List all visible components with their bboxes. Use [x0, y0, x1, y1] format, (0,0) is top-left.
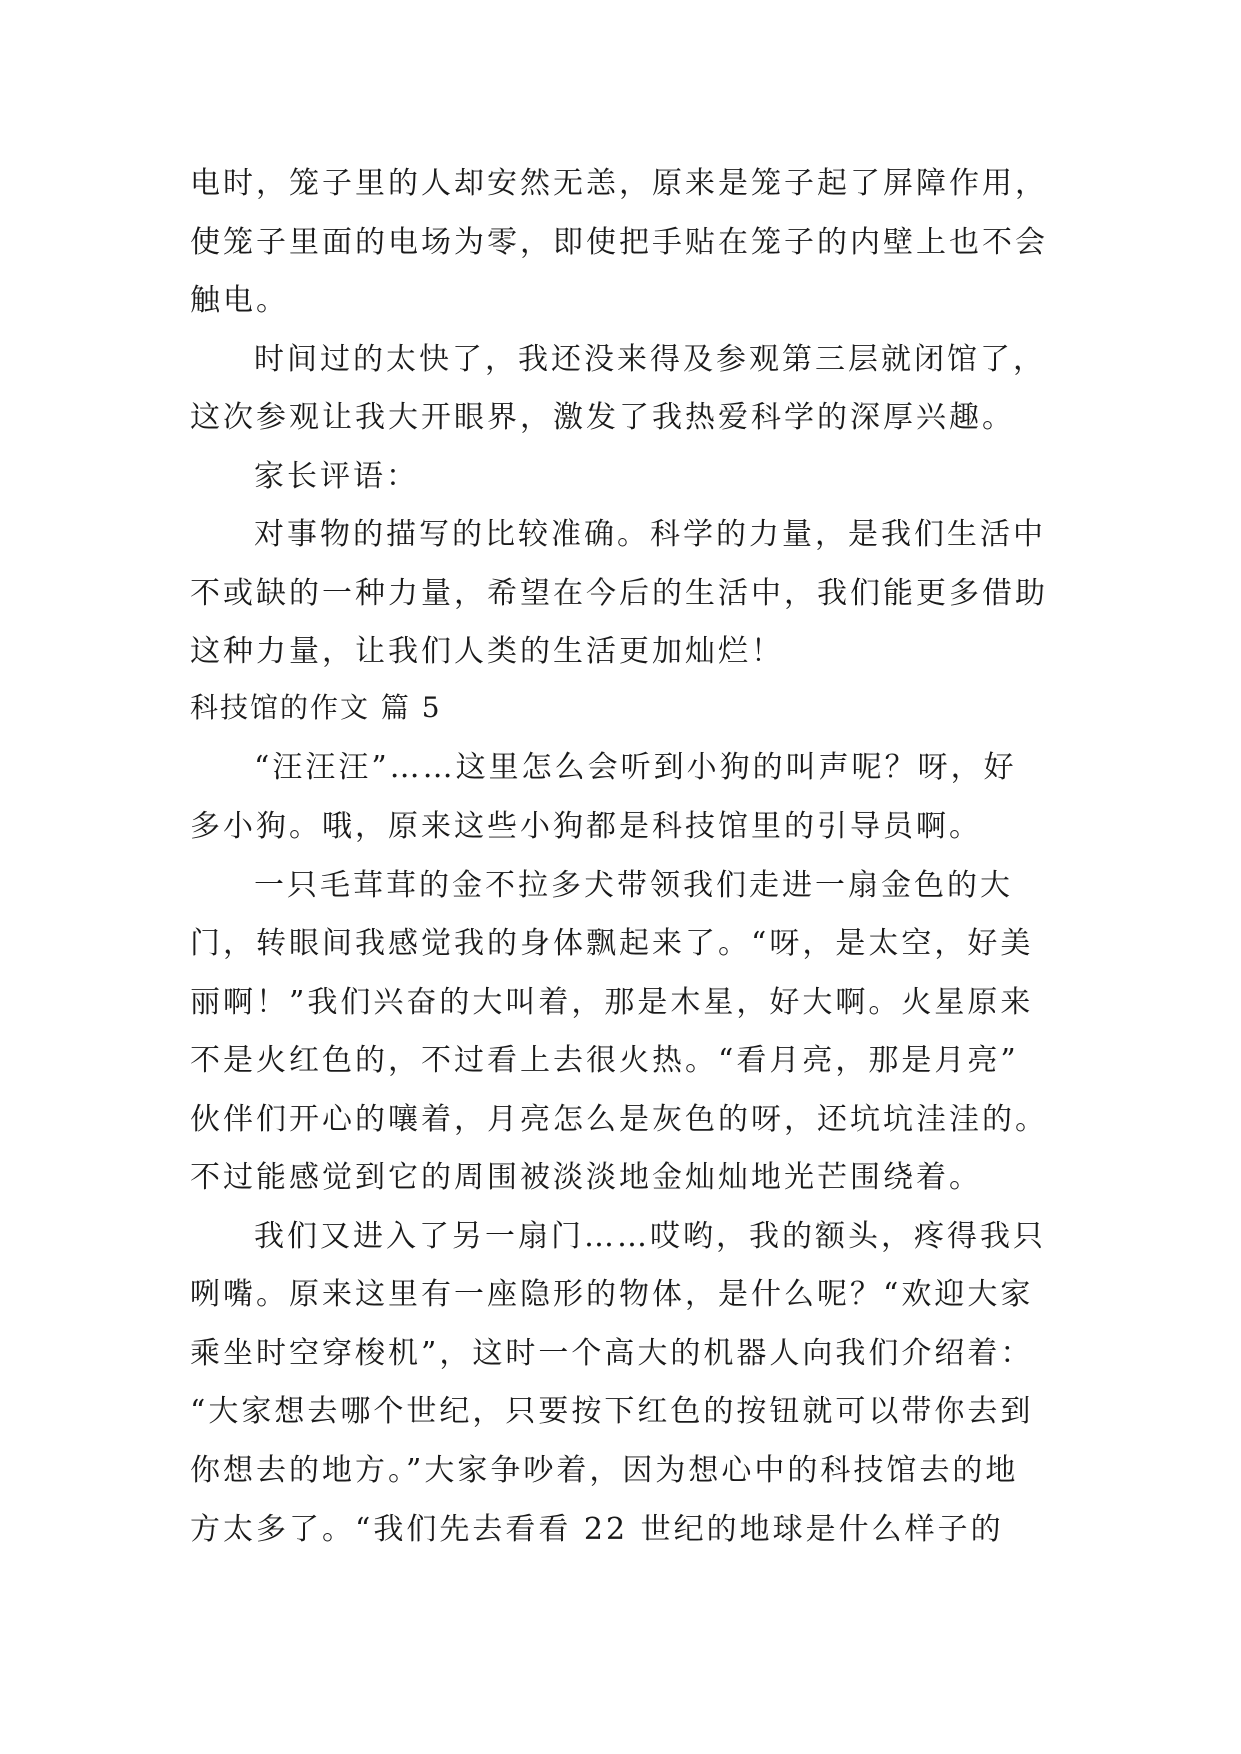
text-line: 多小狗。哦，原来这些小狗都是科技馆里的引导员啊。: [190, 809, 982, 844]
paragraph-start: 一只毛茸茸的金不拉多犬带领我们走进一扇金色的大: [254, 868, 1013, 903]
paragraph-start: 时间过的太快了，我还没来得及参观第三层就闭馆了，: [254, 342, 1046, 377]
text-line: 乘坐时空穿梭机”，这时一个高大的机器人向我们介绍着：: [190, 1336, 1034, 1371]
text-line: 门，转眼间我感觉我的身体飘起来了。“呀，是太空，好美: [190, 926, 1034, 961]
text-line: 咧嘴。原来这里有一座隐形的物体，是什么呢？“欢迎大家: [190, 1277, 1034, 1312]
parent-comment-label: 家长评语：: [254, 459, 419, 494]
text-line: 你想去的地方。”大家争吵着，因为想心中的科技馆去的地: [190, 1453, 1019, 1488]
paragraph-start: “汪汪汪”……这里怎么会听到小狗的叫声呢？呀，好: [254, 750, 1017, 785]
text-line: 伙伴们开心的嚷着，月亮怎么是灰色的呀，还坑坑洼洼的。: [190, 1102, 1048, 1137]
text-line: 触电。: [190, 283, 289, 318]
text-line: 不是火红色的，不过看上去很火热。“看月亮，那是月亮”: [190, 1043, 1019, 1078]
text-line: 这种力量，让我们人类的生活更加灿烂！: [190, 634, 784, 669]
text-line: 不过能感觉到它的周围被淡淡地金灿灿地光芒围绕着。: [190, 1160, 982, 1195]
text-line: “大家想去哪个世纪，只要按下红色的按钮就可以带你去到: [190, 1394, 1034, 1429]
paragraph-start: 对事物的描写的比较准确。科学的力量，是我们生活中: [254, 517, 1046, 552]
text-line: 电时，笼子里的人却安然无恙，原来是笼子起了屏障作用，: [190, 166, 1048, 201]
text-line: 丽啊！”我们兴奋的大叫着，那是木星，好大啊。火星原来: [190, 985, 1034, 1020]
text-line: 使笼子里面的电场为零，即使把手贴在笼子的内壁上也不会: [190, 225, 1048, 260]
section-heading: 科技馆的作文 篇 5: [190, 691, 442, 724]
paragraph-start: 我们又进入了另一扇门……哎哟，我的额头，疼得我只: [254, 1219, 1046, 1254]
text-line: 这次参观让我大开眼界，激发了我热爱科学的深厚兴趣。: [190, 400, 1015, 435]
text-line: 方太多了。“我们先去看看 22 世纪的地球是什么样子的: [190, 1512, 1004, 1547]
text-line: 不或缺的一种力量，希望在今后的生活中，我们能更多借助: [190, 576, 1048, 611]
